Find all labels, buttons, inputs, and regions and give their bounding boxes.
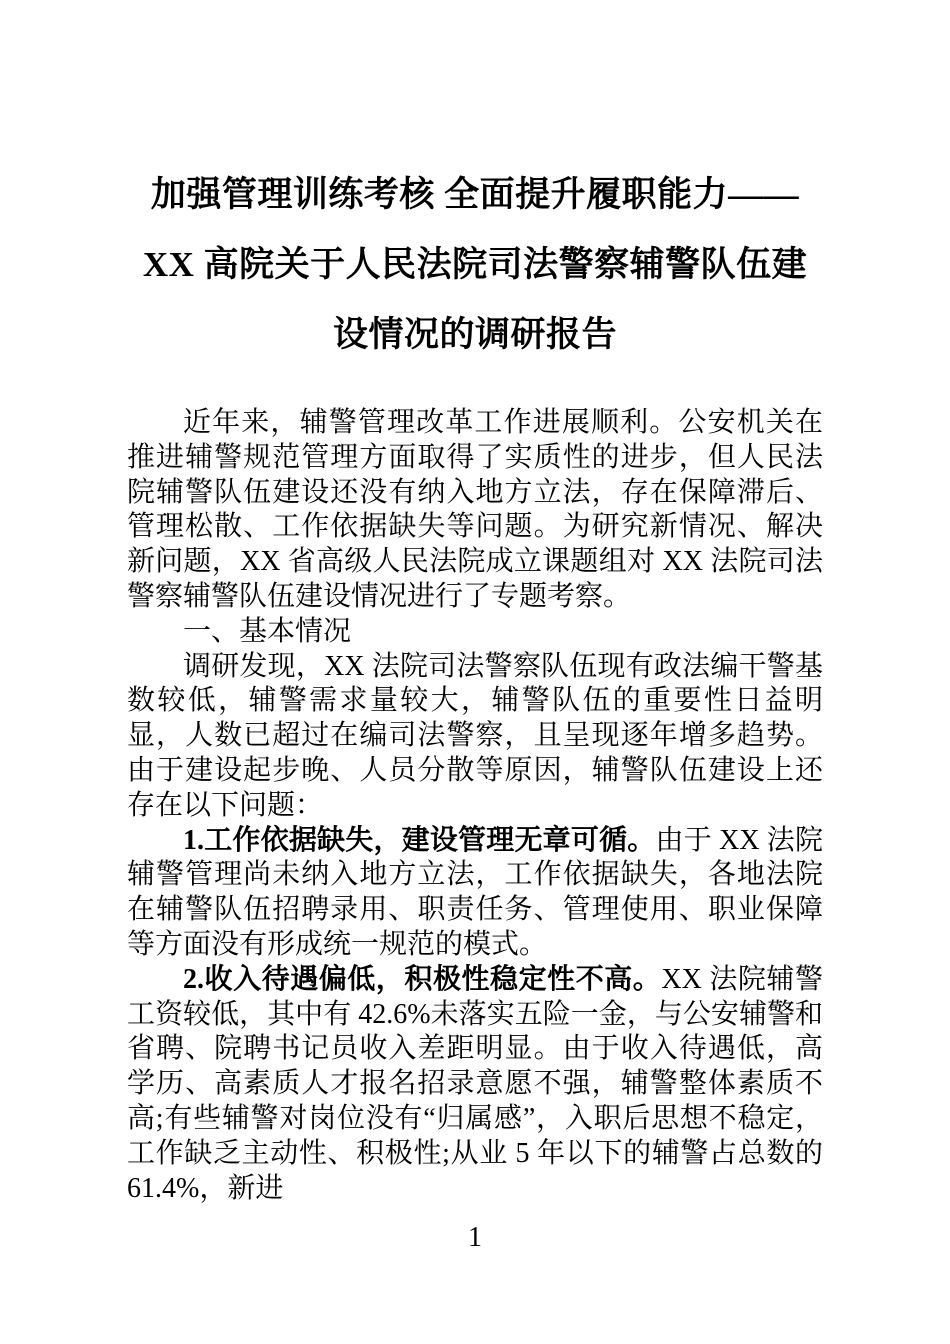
document-body	[127, 406, 823, 1206]
paragraph-issue-2	[127, 963, 823, 1207]
section-heading-basic-situation: 一、基本情况	[183, 615, 352, 647]
issue-1-text: 由于 XX 法院辅警管理尚未纳入地方立法，工作依据缺失，各地法院在辅警队伍招聘录用、职责任务、管理使用、职业保障等方面没有形成统一规范的模式。	[127, 824, 823, 960]
title-line-2: XX 高院关于人民法院司法警察辅警队伍建	[142, 245, 808, 284]
issue-2-text: XX 法院辅警工资较低，其中有 42.6%未落实五险一金，与公安辅警和省聘、院聘书记员收入差距明显。由于收入待遇低，高学历、高素质人才报名招录意愿不强，辅警整体素质不高;有些辅警对岗位没有“归属感”，入职后思想不稳定，工作缺乏主动性、积极性;从业 5 年以下的辅警占总数的 61.4%，新进	[127, 963, 823, 1204]
intro-paragraph: 近年来，辅警管理改革工作进展顺利。公安机关在推进辅警规范管理方面取得了实质性的进步，但人民法院辅警队伍建设还没有纳入地方立法，存在保障滞后、管理松散、工作依据缺失等问题。为研究新情况、解决新问题，XX 省高级人民法院成立课题组对 XX 法院司法警察辅警队伍建设情况进行了专题考察。	[127, 407, 823, 612]
paragraph-issue-1	[127, 824, 823, 963]
page-number: 1	[468, 1222, 482, 1254]
document-title	[127, 160, 823, 370]
paragraph-survey-findings: 调研发现，XX 法院司法警察队伍现有政法编干警基数较低，辅警需求量较大，辅警队伍的重要性日益明显，人数已超过在编司法警察，且呈现逐年增多趋势。由于建设起步晚、人员分散等原因，辅警队伍建设上还存在以下问题：	[127, 650, 823, 821]
issue-2-heading: 2.收入待遇偏低，积极性稳定性不高。	[183, 963, 662, 995]
title-line-3: 设情况的调研报告	[332, 315, 617, 354]
issue-1-heading: 1.工作依据缺失，建设管理无章可循。	[183, 824, 656, 856]
title-line-1: 加强管理训练考核 全面提升履职能力——	[150, 175, 800, 214]
